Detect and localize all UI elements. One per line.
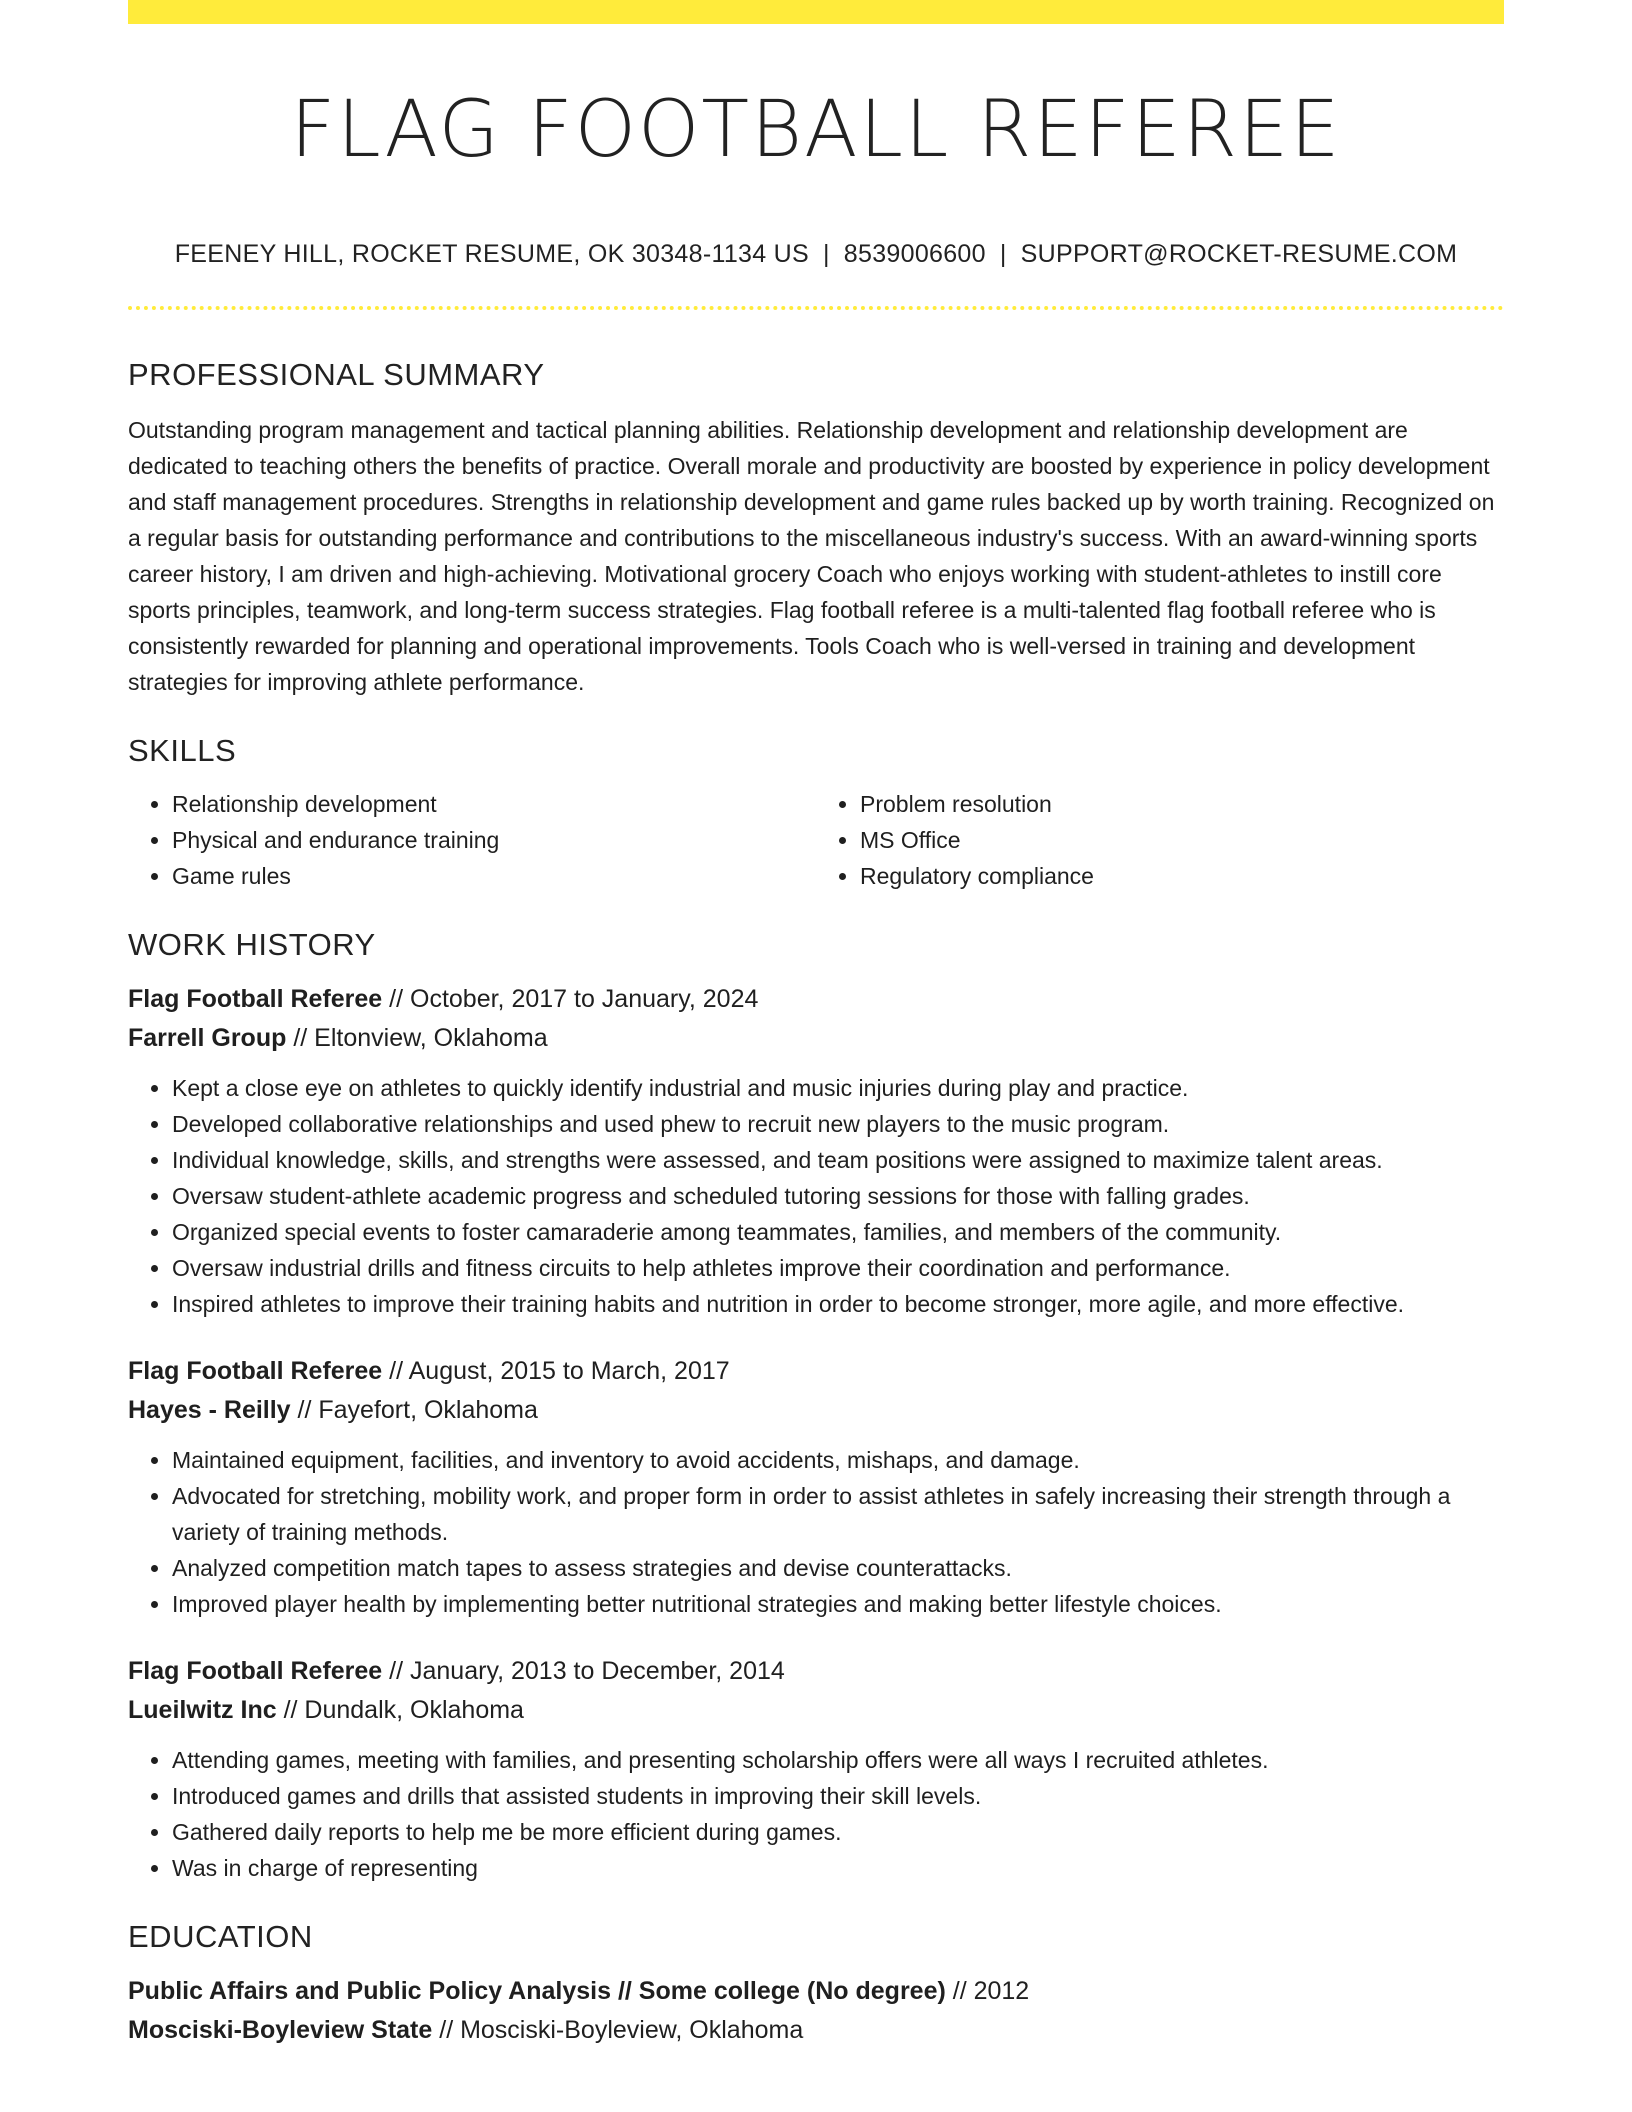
skill-item: • Problem resolution: [860, 786, 1504, 822]
education-location: // Mosciski-Boyleview, Oklahoma: [432, 2016, 804, 2044]
job-company-line: [128, 1019, 1504, 1058]
job-location: // Fayefort, Oklahoma: [290, 1396, 538, 1424]
contact-address: FEENEY HILL, ROCKET RESUME, OK 30348-1134 US: [174, 240, 809, 268]
job-entry: [128, 1652, 1504, 1886]
job-bullet: • Gathered daily reports to help me be more efficient during games.: [172, 1814, 1504, 1850]
summary-heading: PROFESSIONAL SUMMARY: [128, 357, 545, 392]
skills-section: [128, 726, 1504, 894]
job-bullet: • Organized special events to foster camaraderie among teammates, families, and members of the community.: [172, 1214, 1504, 1250]
resume-content: [128, 350, 1504, 2050]
education-section: [128, 1912, 1504, 2050]
job-bullet: • Analyzed competition match tapes to assess strategies and devise counterattacks.: [172, 1550, 1504, 1586]
job-dates: // October, 2017 to January, 2024: [382, 985, 759, 1013]
job-company: Lueilwitz Inc: [128, 1696, 277, 1724]
dotted-divider: [128, 306, 1504, 310]
job-title-line: [128, 1352, 1504, 1391]
accent-top-bar: [128, 0, 1504, 24]
job-bullet: • Maintained equipment, facilities, and inventory to avoid accidents, mishaps, and damage.: [172, 1442, 1504, 1478]
skill-item: • Regulatory compliance: [860, 858, 1504, 894]
job-bullet: • Introduced games and drills that assisted students in improving their skill levels.: [172, 1778, 1504, 1814]
job-company-line: [128, 1691, 1504, 1730]
job-location: // Eltonview, Oklahoma: [286, 1024, 548, 1052]
work-history-heading: WORK HISTORY: [128, 927, 376, 962]
job-bullet: • Inspired athletes to improve their training habits and nutrition in order to become stronger, more agile, and more effective.: [172, 1286, 1504, 1322]
education-year: // 2012: [945, 1977, 1030, 2005]
skills-list-left: [128, 786, 816, 894]
job-company: Farrell Group: [128, 1024, 287, 1052]
job-dates: // January, 2013 to December, 2014: [382, 1657, 785, 1685]
job-role: Flag Football Referee: [128, 985, 383, 1013]
education-heading: EDUCATION: [128, 1919, 313, 1954]
job-entry: [128, 980, 1504, 1322]
education-school: Mosciski-Boyleview State: [128, 2016, 433, 2044]
job-bullet: • Developed collaborative relationships and used phew to recruit new players to the music program.: [172, 1106, 1504, 1142]
job-bullet: • Oversaw student-athlete academic progress and scheduled tutoring sessions for those with falling grades.: [172, 1178, 1504, 1214]
contact-line: [128, 236, 1504, 272]
job-entry: [128, 1352, 1504, 1622]
job-bullet: • Was in charge of representing: [172, 1850, 1504, 1886]
summary-text: Outstanding program management and tactical planning abilities. Relationship development and relationship development are dedicated to teaching others the benefits of practice. Overall morale and productivity are boosted by experience in policy development and staff management procedures. Strengths in relationship development and game rules backed up by worth training. Recognized on a regular basis for outstanding performance and contributions to the miscellaneous industry's success. With an award-winning sports career history, I am driven and high-achieving. Motivational grocery Coach who enjoys working with student-athletes to instill core sports principles, teamwork, and long-term success strategies. Flag football referee is a multi-talented flag football referee who is consistently rewarded for planning and operational improvements. Tools Coach who is well-versed in training and development strategies for improving athlete performance.: [128, 417, 1495, 695]
education-entry: [128, 1972, 1504, 2050]
job-bullet: • Improved player health by implementing better nutritional strategies and making better lifestyle choices.: [172, 1586, 1504, 1622]
job-bullets: [128, 1742, 1504, 1886]
education-degree-line: [128, 1972, 1504, 2011]
job-role: Flag Football Referee: [128, 1357, 383, 1385]
job-bullet: • Attending games, meeting with families, and presenting scholarship offers were all ways I recruited athletes.: [172, 1742, 1504, 1778]
job-dates: // August, 2015 to March, 2017: [382, 1357, 730, 1385]
contact-separator: |: [823, 240, 830, 268]
skill-item: • Game rules: [172, 858, 816, 894]
education-degree: Public Affairs and Public Policy Analysis // Some college (No degree): [128, 1977, 946, 2005]
job-company-line: [128, 1391, 1504, 1430]
skill-item: • Relationship development: [172, 786, 816, 822]
skills-columns: [128, 786, 1504, 894]
contact-email: SUPPORT@ROCKET-RESUME.COM: [1020, 240, 1458, 268]
skills-list-right: [816, 786, 1504, 894]
job-role: Flag Football Referee: [128, 1657, 383, 1685]
skill-item: • Physical and endurance training: [172, 822, 816, 858]
job-bullets: [128, 1070, 1504, 1322]
job-bullet: • Advocated for stretching, mobility work, and proper form in order to assist athletes in safely increasing their strength through a variety of training methods.: [172, 1478, 1504, 1550]
skills-heading: SKILLS: [128, 733, 237, 768]
job-location: // Dundalk, Oklahoma: [276, 1696, 524, 1724]
job-bullet: • Kept a close eye on athletes to quickly identify industrial and music injuries during play and practice.: [172, 1070, 1504, 1106]
work-history-section: [128, 920, 1504, 1886]
resume-name: FLAG FOOTBALL REFEREE: [290, 85, 1342, 175]
contact-separator: |: [999, 240, 1007, 268]
skill-item: • MS Office: [860, 822, 1504, 858]
summary-section: [128, 350, 1504, 700]
job-bullet: • Individual knowledge, skills, and strengths were assessed, and team positions were assigned to maximize talent areas.: [172, 1142, 1504, 1178]
education-school-line: [128, 2011, 1504, 2050]
job-company: Hayes - Reilly: [128, 1396, 291, 1424]
job-bullet: • Oversaw industrial drills and fitness circuits to help athletes improve their coordination and performance.: [172, 1250, 1504, 1286]
job-title-line: [128, 980, 1504, 1019]
job-title-line: [128, 1652, 1504, 1691]
contact-phone: 8539006600: [843, 240, 986, 268]
job-bullets: [128, 1442, 1504, 1622]
